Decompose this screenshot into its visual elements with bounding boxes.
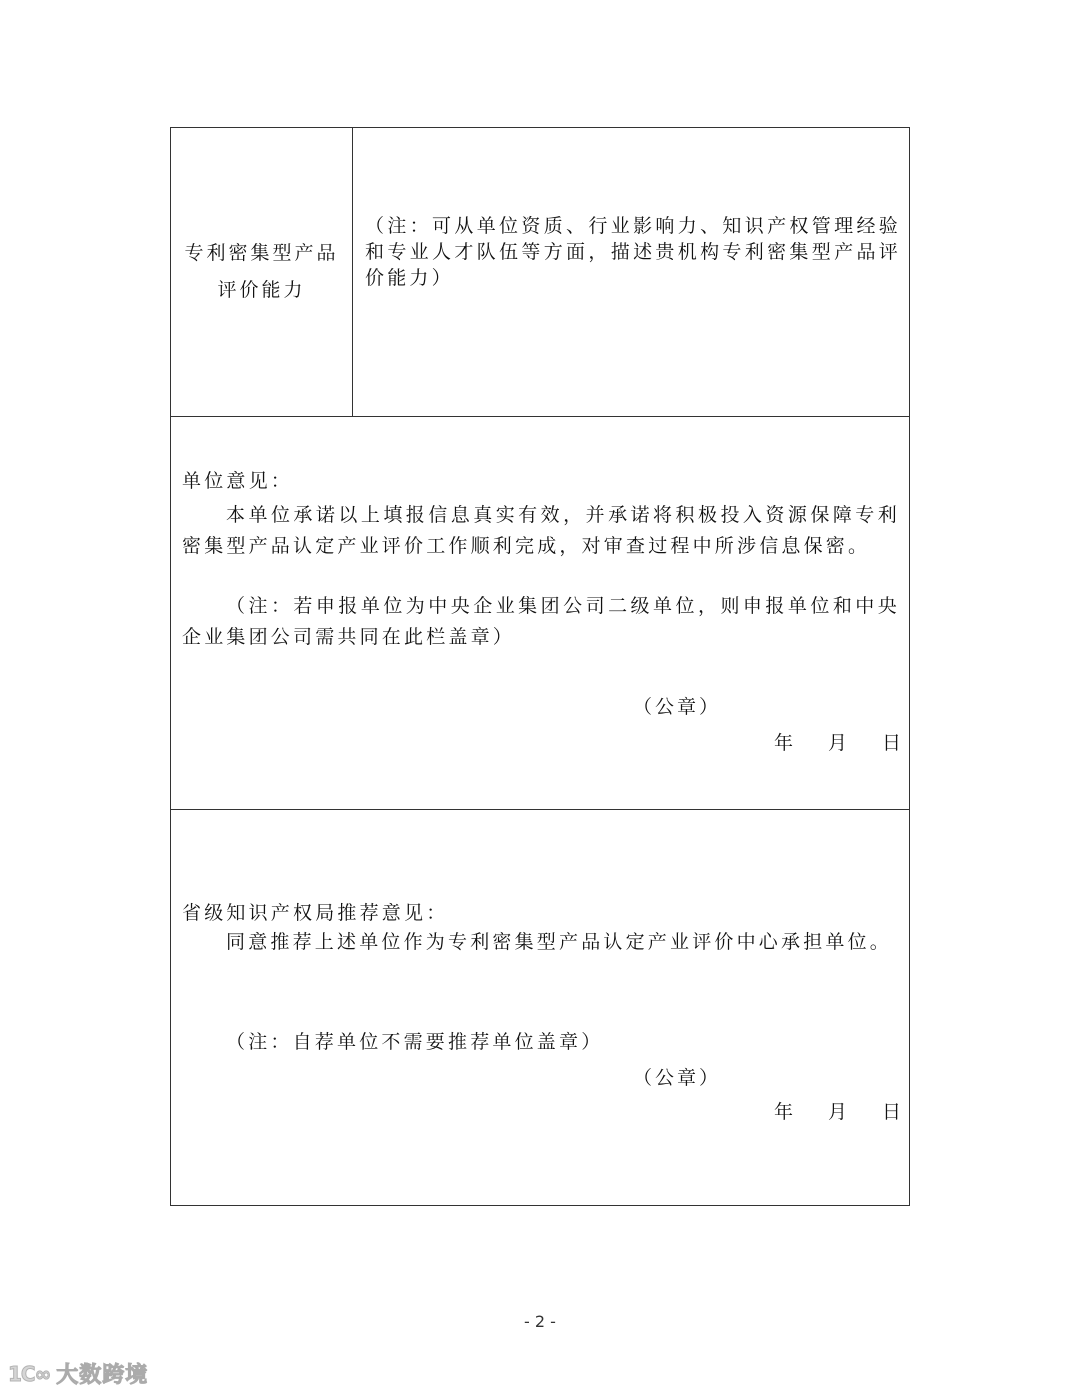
unit-opinion-commitment: 本单位承诺以上填报信息真实有效，并承诺将积极投入资源保障专利密集型产品认定产业评价工作顺利完成，对审查过程中所涉信息保密。 xyxy=(182,504,900,557)
evaluation-capability-content[interactable] xyxy=(353,128,909,416)
provincial-seal-label: （公章） xyxy=(633,1067,722,1089)
date-day: 日 xyxy=(882,732,903,754)
label-line-1: 专利密集型产品 xyxy=(184,242,339,264)
evaluation-capability-row xyxy=(171,128,909,417)
provincial-recommendation-body: 同意推荐上述单位作为专利密集型产品认定产业评价中心承担单位。 xyxy=(226,931,893,953)
provincial-recommendation-row xyxy=(171,810,909,1205)
watermark-logo-icon: 1C∞ xyxy=(8,1361,51,1386)
date-day: 日 xyxy=(882,1101,903,1123)
date-month: 月 xyxy=(828,1101,849,1123)
unit-date-line xyxy=(774,728,902,755)
provincial-date-line xyxy=(774,1097,902,1124)
watermark-text: 大数跨境 xyxy=(56,1363,149,1388)
unit-opinion-heading: 单位意见： xyxy=(182,470,294,492)
label-line-2: 评价能力 xyxy=(217,279,306,301)
unit-opinion-row xyxy=(171,417,909,810)
date-year: 年 xyxy=(774,732,795,754)
provincial-recommendation-heading: 省级知识产权局推荐意见： xyxy=(182,902,449,924)
application-form-table xyxy=(170,127,910,1206)
unit-opinion-note: （注：若申报单位为中央企业集团公司二级单位，则申报单位和中央企业集团公司需共同在此栏盖章） xyxy=(182,595,900,648)
date-year: 年 xyxy=(774,1101,795,1123)
page-number: - 2 - xyxy=(524,1312,556,1331)
date-month: 月 xyxy=(828,732,849,754)
evaluation-capability-label xyxy=(171,128,353,416)
evaluation-capability-note: （注：可从单位资质、行业影响力、知识产权管理经验和专业人才队伍等方面，描述贵机构专利密集型产品评价能力） xyxy=(365,215,901,289)
provincial-recommendation-note: （注：自荐单位不需要推荐单位盖章） xyxy=(226,1031,604,1053)
watermark xyxy=(8,1358,148,1389)
unit-seal-label: （公章） xyxy=(633,696,722,718)
